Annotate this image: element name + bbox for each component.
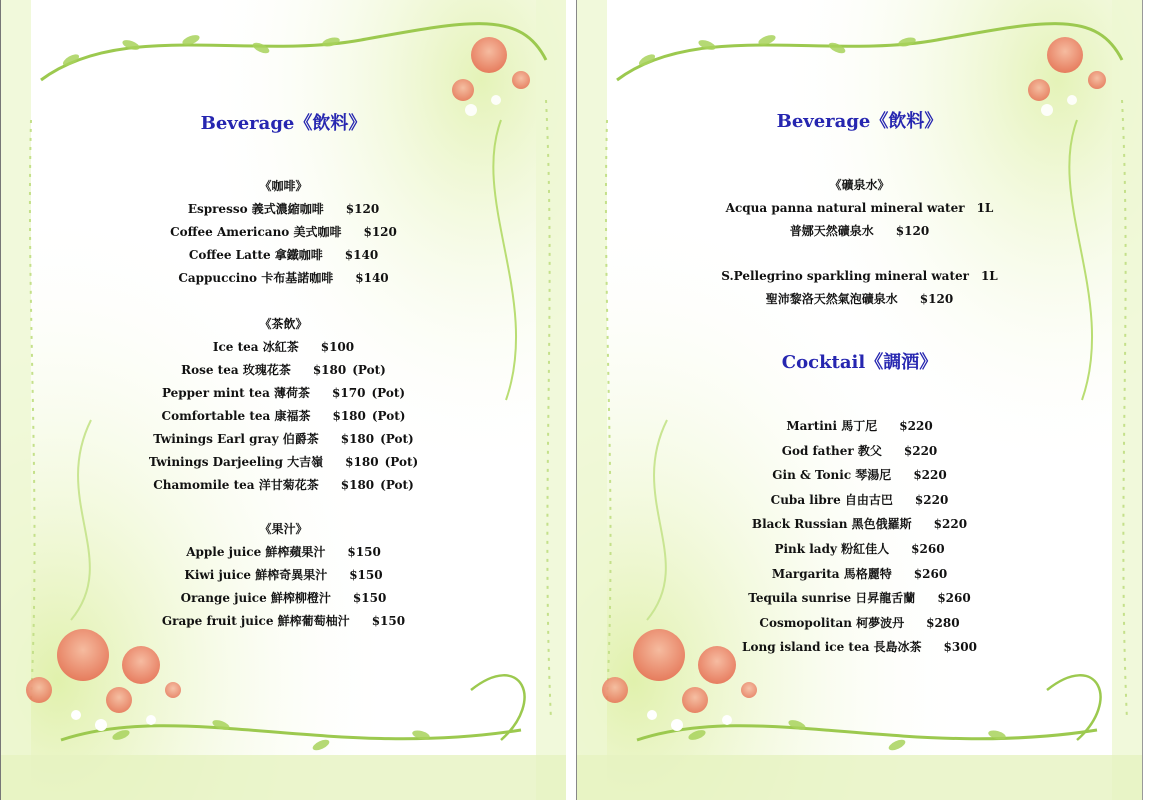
menu-item: 普娜天然礦泉水 $120: [789, 224, 930, 238]
tea-section: [1, 313, 566, 497]
coffee-section: [1, 175, 566, 290]
menu-item: Tequila sunrise 日昇龍舌蘭 $260: [748, 591, 971, 606]
menu-item: Acqua panna natural mineral water 1L: [725, 201, 994, 215]
menu-item: Chamomile tea 洋甘菊花茶 $180 (Pot): [153, 478, 414, 492]
section-heading: 《咖啡》: [259, 179, 308, 193]
menu-item: Pepper mint tea 薄荷茶 $170 (Pot): [161, 386, 406, 400]
menu-item: Comfortable tea 康福茶 $180 (Pot): [161, 409, 406, 423]
spacer: [577, 243, 1142, 265]
menu-item: Pink lady 粉紅佳人 $260: [774, 541, 945, 556]
section-heading: 《茶飲》: [259, 317, 308, 331]
menu-item: Coffee Latte 拿鐵咖啡 $140: [188, 248, 379, 262]
cocktail-section: [577, 414, 1142, 660]
menu-item: S.Pellegrino sparkling mineral water 1L: [721, 269, 998, 283]
menu-item: Rose tea 玫瑰花茶 $180 (Pot): [181, 363, 386, 377]
menu-item: Cosmopolitan 柯夢波丹 $280: [759, 615, 960, 630]
section-heading: 《果汁》: [259, 522, 308, 536]
menu-item: Espresso 義式濃縮咖啡 $120: [187, 202, 380, 216]
section-heading: 《礦泉水》: [829, 178, 890, 192]
page-title: Beverage《飲料》: [776, 111, 943, 132]
menu-item: Long island ice tea 長島冰茶 $300: [742, 640, 977, 655]
menu-item: God father 教父 $220: [781, 443, 938, 458]
menu-item: Twinings Darjeeling 大吉嶺 $180 (Pot): [148, 455, 419, 469]
menu-item: Cuba libre 自由古巴 $220: [770, 492, 949, 507]
menu-item: Apple juice 鮮榨蘋果汁 $150: [186, 545, 381, 559]
menu-item: Grape fruit juice 鮮榨葡萄柚汁 $150: [161, 614, 406, 628]
menu-item: Gin & Tonic 琴湯尼 $220: [772, 468, 947, 483]
menu-item: Margarita 馬格麗特 $260: [771, 566, 948, 581]
water-section: [577, 174, 1142, 311]
menu-item: Twinings Earl gray 伯爵茶 $180 (Pot): [153, 432, 414, 446]
menu-item: Cappuccino 卡布基諾咖啡 $140: [178, 271, 389, 285]
cocktail-title: Cocktail《調酒》: [781, 352, 938, 373]
menu-item: 聖沛黎洛天然氣泡礦泉水 $120: [765, 292, 954, 306]
menu-item: Black Russian 黑色俄羅斯 $220: [751, 517, 968, 532]
juice-section: [1, 518, 566, 633]
menu-item: Orange juice 鮮榨柳橙汁 $150: [180, 591, 387, 605]
menu-page-right: [577, 0, 1143, 800]
menu-item: Martini 馬丁尼 $220: [786, 419, 933, 433]
menu-page-left: [0, 0, 566, 800]
menu-item: Kiwi juice 鮮榨奇異果汁 $150: [184, 568, 383, 582]
menu-item: Ice tea 冰紅茶 $100: [212, 340, 355, 354]
menu-item: Coffee Americano 美式咖啡 $120: [170, 225, 397, 239]
page-title: Beverage《飲料》: [200, 113, 367, 134]
